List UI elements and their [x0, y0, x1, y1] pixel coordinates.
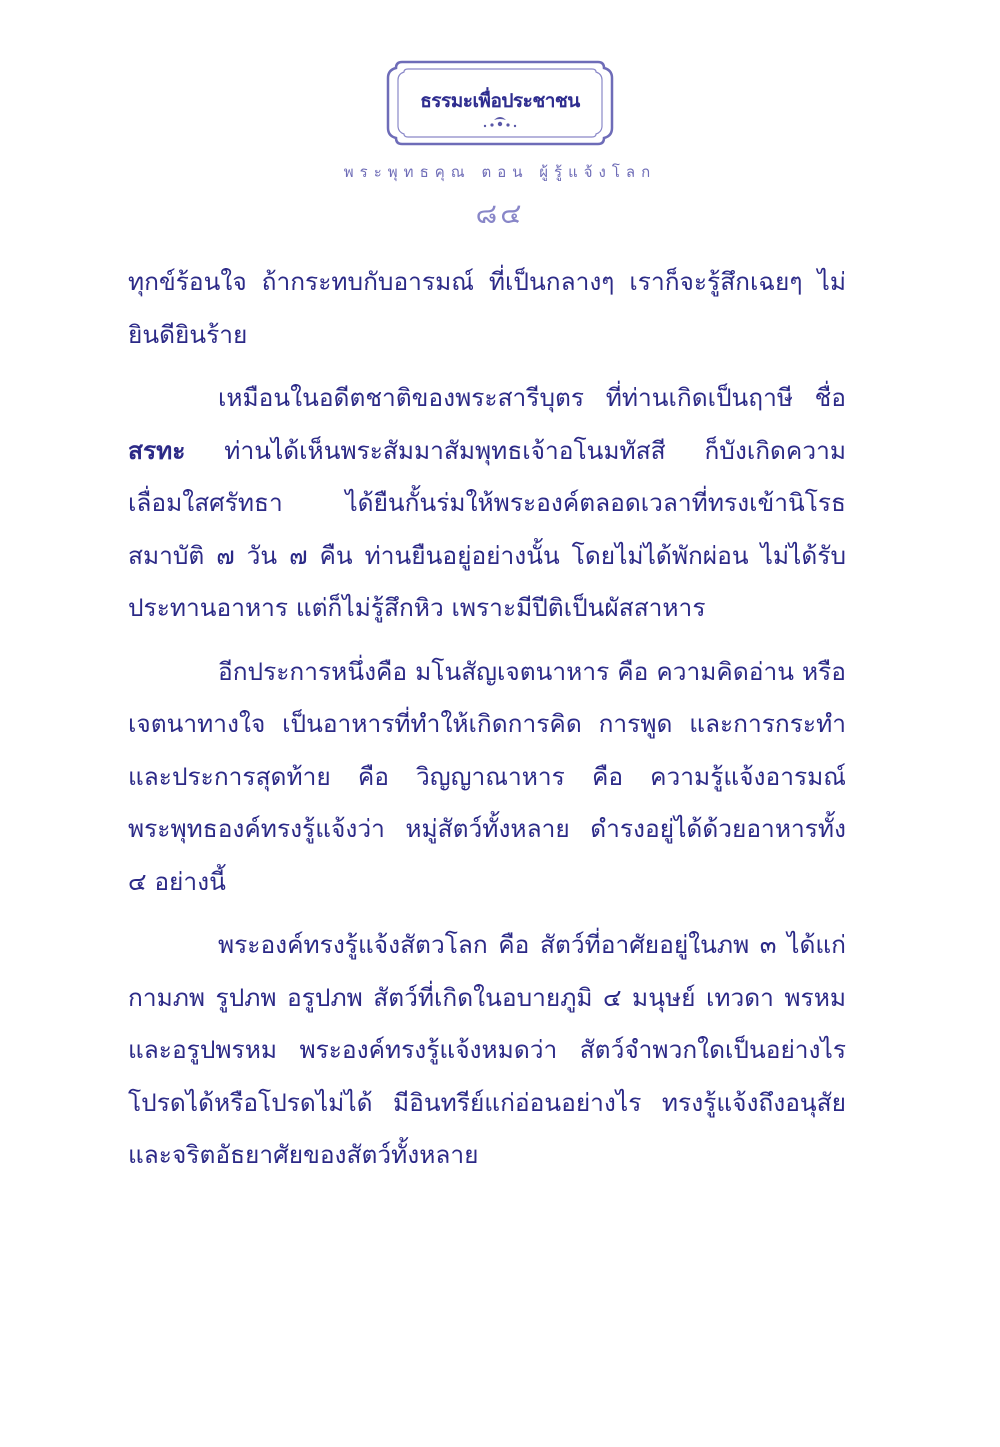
bold-name-sarata: สรทะ [128, 435, 186, 465]
page-number: ๘๔ [475, 197, 525, 230]
paragraph-2-rest: ท่านได้เห็นพระสัมมาสัมพุทธเจ้าอโนมทัสสี ก็บังเกิดความเลื่อมใสศรัทธา ได้ยืนกั้นร่มให้พระองค์ตลอดเวลาที่ทรงเข้านิโรธสมาบัติ ๗ วัน ๗ คืน ท่านยืนอยู่อย่างนั้น โดยไม่ได้พักผ่อน ไม่ได้รับประทานอาหาร แต่ก็ไม่รู้สึกหิว เพราะมีปีติเป็นผัสสาหาร [128, 435, 846, 622]
paragraph-1: ทุกข์ร้อนใจ ถ้ากระทบกับอารมณ์ ที่เป็นกลางๆ เราก็จะรู้สึกเฉยๆ ไม่ยินดียินร้าย [128, 267, 846, 349]
paragraph-2-start: เหมือนในอดีตชาติของพระสารีบุตร ที่ท่านเกิดเป็นฤาษี ชื่อ [218, 383, 846, 412]
paragraph-3: อีกประการหนึ่งคือ มโนสัญเจตนาหาร คือ ความคิดอ่าน หรือเจตนาทางใจ เป็นอาหารที่ทำให้เกิดการคิด การพูด และการกระทำ และประการสุดท้าย คือ วิญญาณาหาร คือ ความรู้แจ้งอารมณ์ พระพุทธองค์ทรงรู้แจ้งว่า หมู่สัตว์ทั้งหลาย ดำรงอยู่ได้ด้วยอาหารทั้ง ๔ อย่างนี้ [128, 656, 846, 896]
logo-title: ธรรมะเพื่อประชาชน [420, 90, 580, 112]
page-body [128, 256, 846, 1193]
paragraph-4: พระองค์ทรงรู้แจ้งสัตวโลก คือ สัตว์ที่อาศัยอยู่ในภพ ๓ ได้แก่ กามภพ รูปภพ อรูปภพ สัตว์ที่เกิดในอบายภูมิ ๔ มนุษย์ เทวดา พรหม และอรูปพรหม พระองค์ทรงรู้แจ้งหมดว่า สัตว์จำพวกใดเป็นอย่างไร โปรดได้หรือโปรดไม่ได้ มีอินทรีย์แก่อ่อนอย่างไร ทรงรู้แจ้งถึงอนุสัย และจริตอัธยาศัยของสัตว์ทั้งหลาย [128, 930, 846, 1169]
chapter-subtitle: พระพุทธคุณ ตอน ผู้รู้แจ้งโลก [343, 163, 657, 181]
paragraph-2 [128, 372, 846, 635]
page-header [0, 58, 1000, 236]
book-logo [382, 58, 618, 154]
